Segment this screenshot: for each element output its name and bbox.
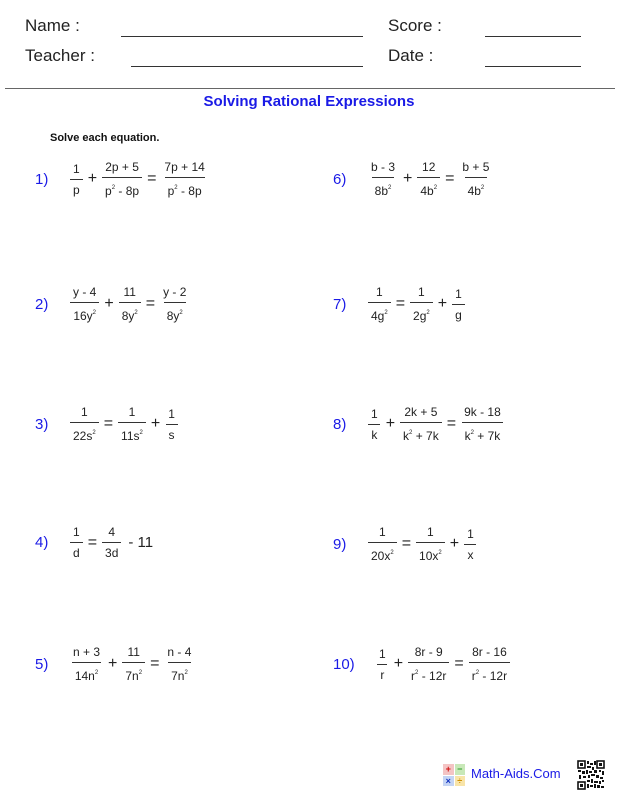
exponent: 2 [426, 310, 430, 316]
denominator-base: r [411, 669, 416, 683]
denominator-tail: - 12r [418, 669, 447, 683]
problem-number: 2) [35, 295, 49, 313]
denominator-tail: + 7k [412, 429, 439, 443]
denominator [72, 662, 101, 683]
denominator [164, 302, 186, 323]
exponent: 2 [384, 310, 388, 316]
fraction [461, 405, 504, 443]
denominator [102, 177, 142, 198]
fraction [368, 285, 391, 323]
numerator: b + 5 [462, 160, 490, 174]
fraction [464, 527, 477, 562]
problem-number: 5) [35, 655, 49, 673]
denominator-base: 16y [73, 309, 93, 323]
problem-10 [333, 645, 513, 683]
numerator: n + 3 [73, 645, 101, 659]
name-label: Name : [25, 16, 80, 35]
exponent: 2 [415, 670, 419, 676]
equals-sign: = [150, 655, 160, 672]
denominator [368, 302, 391, 323]
equals-sign: = [401, 535, 412, 552]
numerator: b - 3 [371, 160, 396, 174]
denominator [368, 424, 380, 442]
exponent: 2 [179, 310, 183, 316]
numerator: 1 [427, 525, 434, 539]
problem-number: 3) [35, 415, 49, 433]
denominator [464, 544, 476, 562]
teacher-field[interactable] [131, 66, 363, 67]
denominator [400, 422, 442, 443]
denominator-base: 11s [121, 429, 140, 443]
denominator-base: r [471, 669, 476, 683]
fraction [368, 407, 381, 442]
brand-link[interactable]: Math-Aids.Com [471, 766, 561, 781]
denominator-tail: - 12r [479, 669, 508, 683]
exponent: 2 [174, 185, 178, 191]
times-tile: × [443, 776, 454, 787]
plus-sign: + [385, 415, 396, 432]
numerator: 1 [467, 526, 474, 541]
name-field[interactable] [121, 36, 363, 37]
equals-sign: = [395, 295, 406, 312]
equals-sign: = [103, 415, 114, 432]
equals-sign: = [87, 533, 98, 551]
fraction [161, 160, 207, 198]
denominator-base: p [73, 182, 80, 197]
denominator-tail: + 7k [473, 429, 501, 443]
numerator: 1 [81, 405, 88, 419]
denominator [410, 302, 433, 323]
numerator: 11 [123, 285, 136, 299]
denominator-base: 8y [121, 309, 135, 323]
fraction [368, 525, 397, 563]
problem-number: 10) [333, 655, 355, 673]
exponent: 2 [134, 310, 138, 316]
denominator-base: 10x [419, 549, 439, 563]
denominator-base: p [105, 184, 112, 198]
exponent: 2 [409, 430, 413, 436]
date-label: Date : [388, 46, 434, 65]
numerator: 1 [379, 646, 386, 661]
denominator-base: s [168, 427, 175, 442]
numerator: n - 4 [167, 645, 192, 659]
problem-5 [35, 645, 197, 683]
fraction [70, 285, 99, 323]
denominator [70, 542, 83, 560]
denominator-base: 22s [73, 429, 93, 443]
fraction [165, 407, 178, 442]
numerator: y - 4 [73, 285, 97, 299]
fraction [70, 405, 99, 443]
denominator-base: g [455, 307, 462, 322]
fraction [70, 525, 83, 560]
denominator [122, 662, 145, 683]
exponent: 2 [139, 430, 143, 436]
denominator [465, 177, 488, 198]
numerator: 8r - 9 [414, 645, 443, 659]
equals-sign: = [445, 170, 455, 187]
fraction [102, 525, 121, 560]
fraction [368, 160, 398, 198]
numerator: 8r - 16 [472, 645, 507, 659]
numerator: 1 [73, 161, 80, 176]
numerator: 1 [128, 405, 136, 419]
divide-tile: ÷ [455, 776, 466, 787]
fraction [459, 160, 492, 198]
fraction [102, 160, 142, 198]
score-field[interactable] [485, 36, 581, 37]
denominator-base: k [371, 427, 378, 442]
plus-sign: + [87, 170, 98, 187]
exponent: 2 [94, 670, 99, 676]
denominator [165, 177, 205, 198]
denominator [70, 422, 99, 443]
denominator [416, 542, 445, 563]
problem-4 [35, 525, 153, 560]
denominator [118, 422, 146, 443]
denominator [368, 542, 397, 563]
numerator: 4 [108, 525, 116, 539]
exponent: 2 [184, 670, 188, 676]
denominator-base: 7n [171, 669, 185, 683]
exponent: 2 [92, 430, 96, 436]
qr-code-icon [577, 760, 605, 790]
header-divider [5, 88, 615, 89]
denominator-base: 2g [413, 309, 427, 323]
denominator [102, 542, 121, 560]
problem-number: 9) [333, 535, 347, 553]
plus-tile: + [443, 764, 454, 775]
denominator-base: 3d [105, 546, 119, 560]
date-field[interactable] [485, 66, 581, 67]
denominator-tail: - 8p [177, 184, 202, 198]
teacher-label: Teacher : [25, 46, 95, 65]
denominator [469, 662, 510, 683]
denominator-base: k [403, 429, 410, 443]
numerator: 1 [379, 525, 386, 539]
plus-sign: + [104, 295, 114, 312]
denominator [377, 664, 387, 682]
denominator-base: r [380, 667, 385, 682]
numerator: 12 [422, 160, 436, 174]
problem-number: 8) [333, 415, 347, 433]
plus-sign: + [150, 415, 161, 432]
denominator-base: k [464, 429, 471, 443]
numerator: 1 [376, 285, 383, 299]
denominator [119, 302, 141, 323]
problem-1 [35, 160, 211, 198]
fraction [70, 162, 83, 197]
numerator: y - 2 [163, 285, 187, 299]
plus-sign: + [393, 655, 404, 672]
exponent: 2 [390, 550, 394, 556]
denominator-tail: - 8p [115, 184, 140, 198]
fraction [119, 285, 141, 323]
exponent: 2 [433, 185, 438, 191]
worksheet-title: Solving Rational Expressions [203, 93, 415, 110]
fraction [417, 160, 440, 198]
problem-number: 6) [333, 170, 347, 188]
denominator [372, 177, 395, 198]
fraction [376, 647, 389, 682]
exponent: 2 [138, 670, 143, 676]
denominator [70, 302, 99, 323]
problem-6 [333, 160, 495, 198]
fraction [118, 405, 146, 443]
numerator: 1 [73, 525, 80, 539]
fraction [408, 645, 449, 683]
numerator: 11 [127, 645, 140, 659]
equals-sign: = [147, 170, 157, 187]
denominator-base: 4b [467, 184, 481, 198]
fraction [400, 405, 442, 443]
denominator [417, 177, 440, 198]
fraction [70, 645, 103, 683]
problem-8 [333, 405, 507, 443]
minus-tile: − [455, 764, 466, 775]
denominator-base: x [467, 547, 474, 562]
exponent: 2 [480, 185, 485, 191]
fraction [164, 645, 194, 683]
denominator [462, 422, 504, 443]
denominator-base: 4b [420, 184, 434, 198]
problem-7 [333, 285, 468, 323]
denominator [168, 662, 191, 683]
denominator-base: 14n [74, 669, 95, 683]
problem-3 [35, 405, 181, 443]
denominator [166, 424, 178, 442]
denominator-base: 8b [374, 184, 389, 198]
denominator [70, 179, 83, 197]
numerator: 2p + 5 [105, 160, 139, 174]
fraction [410, 285, 433, 323]
numerator: 7p + 14 [164, 160, 205, 174]
numerator: 1 [371, 406, 378, 421]
numerator: 1 [455, 286, 462, 301]
exponent: 2 [438, 550, 442, 556]
numerator: 1 [418, 285, 425, 299]
numerator: 1 [168, 406, 175, 421]
exponent: 2 [388, 185, 392, 191]
score-label: Score : [388, 16, 442, 35]
denominator-base: 4g [371, 309, 385, 323]
denominator-base: 8y [166, 309, 180, 323]
numerator: 2k + 5 [404, 405, 438, 419]
problem-2 [35, 285, 192, 323]
equals-sign: = [454, 655, 464, 672]
numerator: 9k - 18 [464, 405, 501, 419]
denominator [408, 662, 449, 683]
plus-sign: + [108, 655, 118, 672]
exponent: 2 [475, 670, 480, 676]
denominator-base: p [167, 184, 175, 198]
plus-sign: + [437, 295, 448, 312]
fraction [416, 525, 445, 563]
fraction [160, 285, 189, 323]
fraction [452, 287, 465, 322]
denominator-base: d [73, 546, 80, 560]
denominator [452, 304, 465, 322]
exponent: 2 [470, 430, 474, 436]
problem-number: 7) [333, 295, 347, 313]
problem-number: 4) [35, 534, 49, 551]
plus-sign: + [449, 535, 460, 552]
instructions: Solve each equation. [50, 132, 160, 144]
problem-9 [333, 525, 480, 563]
constant-term: - 11 [128, 534, 154, 551]
plus-sign: + [403, 170, 413, 187]
exponent: 2 [111, 185, 116, 191]
denominator-base: 7n [125, 669, 139, 683]
equals-sign: = [145, 295, 156, 312]
calculator-grid-icon [443, 764, 465, 786]
problem-number: 1) [35, 170, 49, 188]
denominator-base: 20x [371, 549, 391, 563]
exponent: 2 [92, 310, 97, 316]
fraction [122, 645, 145, 683]
equals-sign: = [446, 415, 457, 432]
fraction [469, 645, 510, 683]
